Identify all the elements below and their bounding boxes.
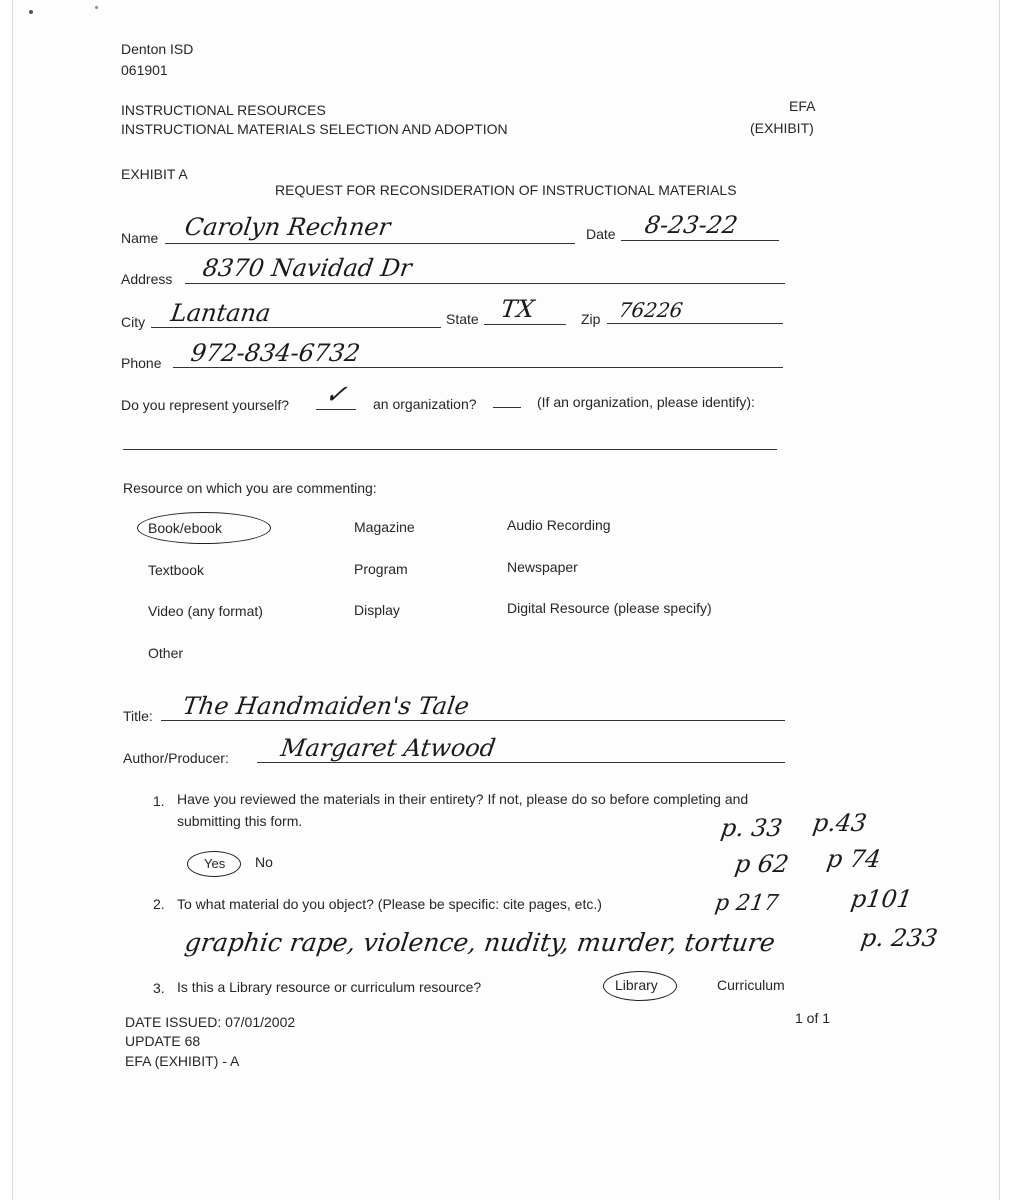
exhibit-label: EXHIBIT A	[121, 166, 188, 182]
q1-yes[interactable]: Yes	[204, 856, 226, 871]
address-label: Address	[121, 271, 173, 287]
organization-label: an organization?	[373, 396, 477, 412]
name-value[interactable]: Carolyn Rechner	[183, 213, 393, 241]
punch-mark	[95, 6, 98, 9]
option-other[interactable]: Other	[148, 645, 184, 661]
author-line	[257, 762, 785, 763]
organization-line	[493, 407, 521, 408]
option-audio-recording[interactable]: Audio Recording	[507, 517, 611, 533]
author-label: Author/Producer:	[123, 750, 229, 766]
option-magazine[interactable]: Magazine	[354, 519, 415, 535]
policy-code: EFA	[789, 98, 816, 114]
option-textbook[interactable]: Textbook	[148, 562, 205, 578]
district-code: 061901	[121, 62, 168, 78]
address-value[interactable]: 8370 Navidad Dr	[201, 254, 414, 282]
page-ref-74: p 74	[825, 845, 883, 873]
organization-identify-label: (If an organization, please identify):	[537, 394, 755, 410]
author-value[interactable]: Margaret Atwood	[279, 734, 498, 762]
q3-curriculum[interactable]: Curriculum	[717, 977, 785, 993]
page-ref-43: p.43	[811, 809, 869, 837]
q3-library[interactable]: Library	[615, 977, 658, 993]
option-book-ebook[interactable]: Book/ebook	[148, 520, 222, 536]
organization-identify-line	[123, 449, 777, 450]
title-value[interactable]: The Handmaiden's Tale	[181, 692, 471, 720]
zip-value[interactable]: 76226	[617, 298, 685, 322]
zip-line	[607, 323, 783, 324]
q2-number: 2.	[153, 896, 165, 912]
title-label: Title:	[123, 708, 153, 724]
q1-no[interactable]: No	[255, 854, 273, 870]
option-display[interactable]: Display	[354, 602, 400, 618]
option-digital-resource[interactable]: Digital Resource (please specify)	[507, 600, 712, 616]
check-mark[interactable]: ✓	[322, 380, 349, 410]
option-newspaper[interactable]: Newspaper	[507, 559, 578, 575]
footer-reference: EFA (EXHIBIT) - A	[125, 1053, 240, 1069]
phone-label: Phone	[121, 355, 162, 371]
date-issued: DATE ISSUED: 07/01/2002	[125, 1014, 296, 1030]
state-value[interactable]: TX	[499, 295, 537, 323]
city-label: City	[121, 314, 146, 330]
q1-text-continued: submitting this form.	[177, 813, 303, 829]
form-title: REQUEST FOR RECONSIDERATION OF INSTRUCTIONAL MATERIALS	[275, 182, 737, 198]
represent-yourself-label: Do you represent yourself?	[121, 397, 290, 413]
city-value[interactable]: Lantana	[169, 299, 273, 327]
q3-number: 3.	[153, 980, 165, 996]
policy-type: (EXHIBIT)	[750, 120, 814, 136]
q3-text: Is this a Library resource or curriculum resource?	[177, 979, 482, 995]
page-ref-233: p. 233	[859, 924, 940, 952]
state-line	[484, 324, 566, 325]
q2-text: To what material do you object? (Please be specific: cite pages, etc.)	[177, 896, 602, 912]
subsection-title: INSTRUCTIONAL MATERIALS SELECTION AND ADOPTION	[121, 121, 508, 137]
name-line	[165, 243, 575, 244]
q2-answer[interactable]: graphic rape, violence, nudity, murder, torture	[183, 928, 777, 957]
option-program[interactable]: Program	[354, 561, 408, 577]
q1-number: 1.	[153, 793, 165, 809]
punch-mark	[29, 10, 33, 14]
state-label: State	[446, 311, 479, 327]
phone-line	[173, 367, 783, 368]
name-label: Name	[121, 230, 159, 246]
date-value[interactable]: 8-23-22	[643, 211, 740, 239]
page-ref-217: p 217	[713, 891, 780, 916]
city-line	[151, 327, 441, 328]
district-name: Denton ISD	[121, 41, 194, 57]
date-line	[621, 240, 779, 241]
q1-text: Have you reviewed the materials in their entirety? If not, please do so before completing and	[177, 791, 749, 807]
form-page	[12, 0, 1000, 1200]
option-video[interactable]: Video (any format)	[148, 603, 263, 619]
page-ref-33: p. 33	[719, 814, 785, 842]
page-ref-101: p101	[849, 885, 915, 913]
address-line	[185, 283, 785, 284]
title-line	[161, 720, 785, 721]
page-number: 1 of 1	[795, 1010, 831, 1026]
section-title: INSTRUCTIONAL RESOURCES	[121, 102, 326, 118]
phone-value[interactable]: 972-834-6732	[189, 339, 362, 367]
date-label: Date	[586, 226, 616, 242]
update-number: UPDATE 68	[125, 1033, 201, 1049]
resource-heading: Resource on which you are commenting:	[123, 480, 377, 496]
page-ref-62: p 62	[733, 850, 791, 878]
zip-label: Zip	[581, 311, 601, 327]
